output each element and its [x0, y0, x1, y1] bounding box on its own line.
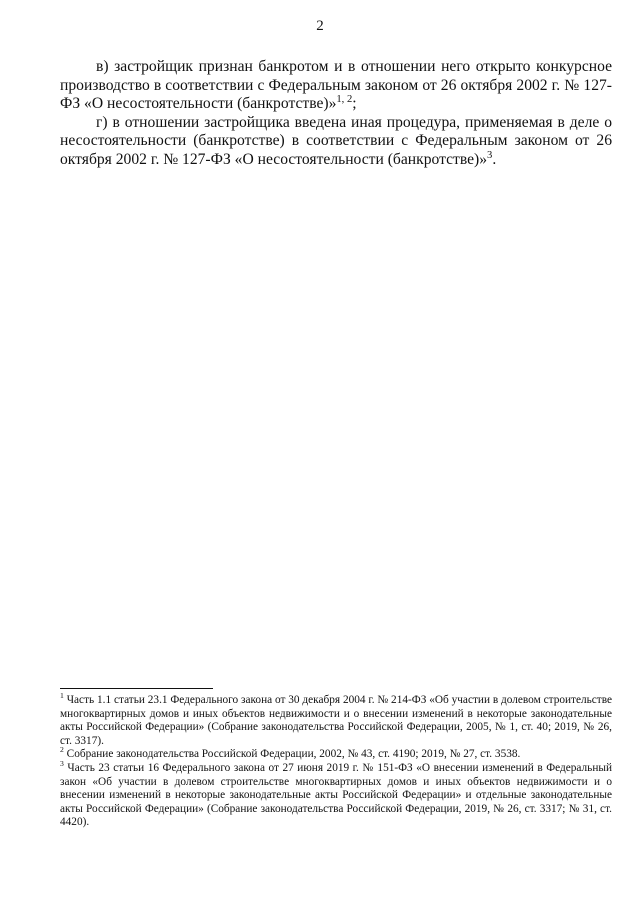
footnote-mark: 1 — [60, 691, 64, 701]
paragraph-text: г) в отношении застройщика введена иная процедура, применяемая в деле о несостоятельности (банкротстве) в соответствии с Федеральным законом от 26 октября 2002 г. № 127-ФЗ «О несостоятельности (банкротстве)» — [60, 113, 612, 168]
footnote-text: Собрание законодательства Российской Федерации, 2002, № 43, ст. 4190; 2019, № 27, ст. 3538. — [66, 748, 521, 761]
footnote-reference: 1, 2 — [336, 93, 353, 105]
footnote-mark: 2 — [60, 745, 64, 755]
footnote-3 — [60, 759, 613, 830]
footnote-text: Часть 23 статьи 16 Федерального закона от 27 июня 2019 г. № 151-ФЗ «О внесении изменений в Федеральный закон «Об участии в долевом строительстве многоквартирных домов и иных объектов недвижимости и о внесении изменений в некоторые законодательные акты Российской Федерации» и отдельные законодательные акты Российской Федерации» (Собрание законодательства Российской Федерации, 2019, № 26, ст. 3317; № 31, ст. 4420). — [60, 761, 613, 829]
paragraph-end: ; — [352, 95, 357, 112]
footnotes — [60, 691, 613, 830]
paragraph-v — [60, 58, 612, 114]
paragraph-end: . — [492, 150, 497, 168]
footnote-mark: 3 — [60, 759, 64, 769]
paragraph-text: в) застройщик признан банкротом и в отношении него открыто конкурсное производство в соответствии с Федеральным законом от 26 октября 2002 г. № 127-ФЗ «О несостоятельности (банкротстве)» — [60, 58, 612, 112]
document-body — [60, 58, 612, 169]
footnote-separator — [60, 688, 213, 689]
footnote-reference: 3 — [487, 149, 493, 161]
footnote-1 — [60, 691, 613, 748]
footnote-2 — [60, 745, 612, 762]
page-number: 2 — [316, 18, 324, 34]
footnote-text: Часть 1.1 статьи 23.1 Федерального закона от 30 декабря 2004 г. № 214-ФЗ «Об участии в долевом строительстве многоквартирных домов и иных объектов недвижимости и о внесении изменений в некоторые законодательные акты Российской Федерации» (Собрание законодательства Российской Федерации, 2005, № 1, ст. 40; 2019, № 26, ст. 3317). — [60, 694, 613, 747]
paragraph-g — [60, 114, 612, 170]
